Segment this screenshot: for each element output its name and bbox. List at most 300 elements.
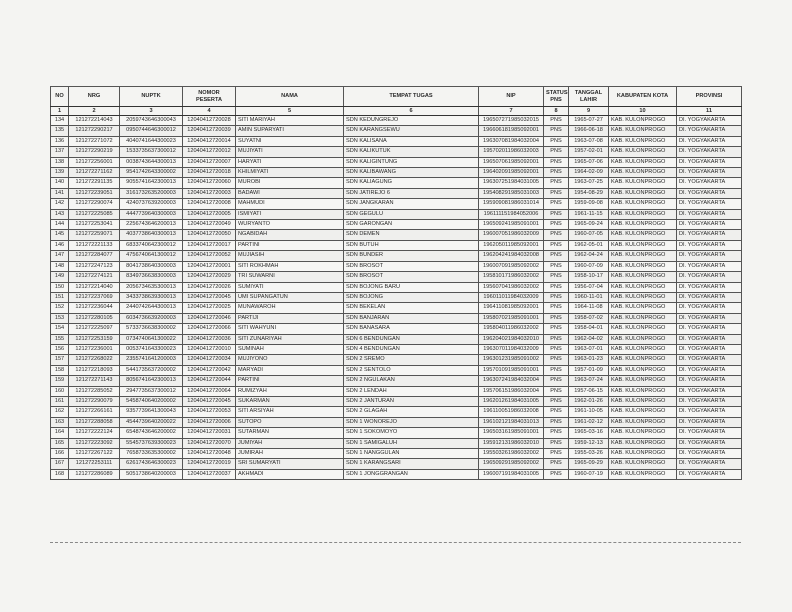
workplace-cell: SDN 1 WONOREJO	[344, 417, 479, 427]
status-cell: PNS	[544, 292, 569, 302]
participant-number-cell: 12040412720039	[183, 126, 236, 136]
province-cell: DI. YOGYAKARTA	[677, 292, 742, 302]
nip-cell: 195912131986032010	[479, 438, 544, 448]
column-number-row	[51, 107, 742, 116]
regency-cell: KAB. KULONPROGO	[609, 220, 677, 230]
status-cell: PNS	[544, 313, 569, 323]
table-row	[51, 168, 742, 178]
nip-cell: 196205011985092001	[479, 240, 544, 250]
birth-date-cell: 1960-07-09	[569, 261, 609, 271]
nrg-cell: 121272271072	[69, 136, 120, 146]
nuptk-cell: 6548743646200002	[120, 428, 183, 438]
column-number: 11	[677, 107, 742, 116]
regency-cell: KAB. KULONPROGO	[609, 303, 677, 313]
column-number: 1	[51, 107, 69, 116]
row-number: 160	[51, 386, 69, 396]
nrg-cell: 121272237069	[69, 292, 120, 302]
workplace-cell: SDN 2 LENDAH	[344, 386, 479, 396]
name-cell: SITI MARIYAH	[236, 116, 344, 126]
name-cell: JUMIRAH	[236, 449, 344, 459]
regency-cell: KAB. KULONPROGO	[609, 126, 677, 136]
row-number: 163	[51, 417, 69, 427]
status-cell: PNS	[544, 344, 569, 354]
nuptk-cell: 7658733635300002	[120, 449, 183, 459]
row-number: 145	[51, 230, 69, 240]
row-number: 134	[51, 116, 69, 126]
table-row	[51, 407, 742, 417]
name-cell: TRI SUWARNI	[236, 272, 344, 282]
nrg-cell: 121272271143	[69, 376, 120, 386]
column-number: 5	[236, 107, 344, 116]
nuptk-cell: 4240737639200003	[120, 199, 183, 209]
birth-date-cell: 1963-07-25	[569, 178, 609, 188]
nrg-cell: 121272267122	[69, 449, 120, 459]
participant-number-cell: 12040412720028	[183, 116, 236, 126]
workplace-cell: SDN 2 SENTOLO	[344, 365, 479, 375]
page-divider	[50, 542, 741, 543]
nip-cell: 196509241985091001	[479, 220, 544, 230]
birth-date-cell: 1965-07-06	[569, 157, 609, 167]
row-number: 158	[51, 365, 69, 375]
nrg-cell: 121272291135	[69, 178, 120, 188]
table-row	[51, 157, 742, 167]
row-number: 146	[51, 240, 69, 250]
birth-date-cell: 1960-11-01	[569, 292, 609, 302]
workplace-cell: SDN DEMEN	[344, 230, 479, 240]
row-number: 149	[51, 272, 69, 282]
column-number: 7	[479, 107, 544, 116]
table-row	[51, 240, 742, 250]
status-cell: PNS	[544, 199, 569, 209]
workplace-cell: SDN 1 SAMIGALUH	[344, 438, 479, 448]
participant-number-cell: 12040412720029	[183, 272, 236, 282]
column-header: NUPTK	[120, 87, 183, 107]
participant-number-cell: 12040412720012	[183, 147, 236, 157]
birth-date-cell: 1957-06-15	[569, 386, 609, 396]
row-number: 138	[51, 157, 69, 167]
nrg-cell: 121272290219	[69, 147, 120, 157]
regency-cell: KAB. KULONPROGO	[609, 313, 677, 323]
nip-cell: 195702011986032003	[479, 147, 544, 157]
participant-number-cell: 12040412720026	[183, 282, 236, 292]
birth-date-cell: 1966-06-18	[569, 126, 609, 136]
status-cell: PNS	[544, 324, 569, 334]
row-number: 152	[51, 303, 69, 313]
nuptk-cell: 2947735637300012	[120, 386, 183, 396]
workplace-cell: SDN BOJONG	[344, 292, 479, 302]
status-cell: PNS	[544, 230, 569, 240]
nuptk-cell: 8056741642300013	[120, 376, 183, 386]
nrg-cell: 121272223092	[69, 438, 120, 448]
nuptk-cell: 4544739640200022	[120, 417, 183, 427]
province-cell: DI. YOGYAKARTA	[677, 230, 742, 240]
status-cell: PNS	[544, 303, 569, 313]
regency-cell: KAB. KULONPROGO	[609, 417, 677, 427]
participant-number-cell: 12040412720014	[183, 136, 236, 146]
regency-cell: KAB. KULONPROGO	[609, 230, 677, 240]
row-number: 154	[51, 324, 69, 334]
nip-cell: 196007051986032009	[479, 230, 544, 240]
table-row	[51, 261, 742, 271]
column-number: 3	[120, 107, 183, 116]
province-cell: DI. YOGYAKARTA	[677, 313, 742, 323]
nrg-cell: 121272266161	[69, 407, 120, 417]
name-cell: RUMIZYAH	[236, 386, 344, 396]
nrg-cell: 121272247123	[69, 261, 120, 271]
workplace-cell: SDN 2 JANTURAN	[344, 396, 479, 406]
province-cell: DI. YOGYAKARTA	[677, 469, 742, 479]
birth-date-cell: 1962-05-01	[569, 240, 609, 250]
province-cell: DI. YOGYAKARTA	[677, 428, 742, 438]
row-number: 167	[51, 459, 69, 469]
province-cell: DI. YOGYAKARTA	[677, 438, 742, 448]
nip-cell: 196204241984032008	[479, 251, 544, 261]
participant-number-cell: 12040412720066	[183, 324, 236, 334]
regency-cell: KAB. KULONPROGO	[609, 324, 677, 334]
nip-cell: 196007091985092002	[479, 261, 544, 271]
row-number: 150	[51, 282, 69, 292]
participant-number-cell: 12040412720007	[183, 157, 236, 167]
name-cell: SUKARMAN	[236, 396, 344, 406]
nip-cell: 196301231985091002	[479, 355, 544, 365]
name-cell: MUJIYATI	[236, 147, 344, 157]
nrg-cell: 121272259071	[69, 230, 120, 240]
table-row	[51, 365, 742, 375]
participant-number-cell: 12040412720034	[183, 355, 236, 365]
name-cell: MARYADI	[236, 365, 344, 375]
regency-cell: KAB. KULONPROGO	[609, 344, 677, 354]
workplace-cell: SDN 2 NGULAKAN	[344, 376, 479, 386]
participant-number-cell: 12040412720017	[183, 240, 236, 250]
table-row	[51, 220, 742, 230]
birth-date-cell: 1959-09-08	[569, 199, 609, 209]
province-cell: DI. YOGYAKARTA	[677, 147, 742, 157]
name-cell: HARYATI	[236, 157, 344, 167]
nrg-cell: 121272286089	[69, 469, 120, 479]
row-number: 148	[51, 261, 69, 271]
participant-number-cell: 12040412720045	[183, 292, 236, 302]
province-cell: DI. YOGYAKARTA	[677, 282, 742, 292]
participant-number-cell: 12040412720003	[183, 188, 236, 198]
name-cell: AMIN SUPARYATI	[236, 126, 344, 136]
status-cell: PNS	[544, 438, 569, 448]
table-row	[51, 188, 742, 198]
workplace-cell: SDN BUNDER	[344, 251, 479, 261]
nuptk-cell: 4037738640300013	[120, 230, 183, 240]
row-number: 165	[51, 438, 69, 448]
nuptk-cell: 3433738639300013	[120, 292, 183, 302]
nip-cell: 195706151986032004	[479, 386, 544, 396]
table-row	[51, 303, 742, 313]
birth-date-cell: 1963-07-08	[569, 136, 609, 146]
row-number: 164	[51, 428, 69, 438]
regency-cell: KAB. KULONPROGO	[609, 147, 677, 157]
participant-number-cell: 12040412720044	[183, 376, 236, 386]
nip-cell: 196503161985091001	[479, 428, 544, 438]
status-cell: PNS	[544, 396, 569, 406]
regency-cell: KAB. KULONPROGO	[609, 396, 677, 406]
nuptk-cell: 2355741641200003	[120, 355, 183, 365]
nip-cell: 195408291985031003	[479, 188, 544, 198]
name-cell: NGABIDAH	[236, 230, 344, 240]
regency-cell: KAB. KULONPROGO	[609, 136, 677, 146]
regency-cell: KAB. KULONPROGO	[609, 438, 677, 448]
column-header: STATUS PNS	[544, 87, 569, 107]
status-cell: PNS	[544, 459, 569, 469]
row-number: 147	[51, 251, 69, 261]
name-cell: SITI ZUNARIYAH	[236, 334, 344, 344]
workplace-cell: SDN BANASARA	[344, 324, 479, 334]
nip-cell: 196606181985092001	[479, 126, 544, 136]
nip-cell: 195810171986032002	[479, 272, 544, 282]
province-cell: DI. YOGYAKARTA	[677, 220, 742, 230]
status-cell: PNS	[544, 365, 569, 375]
workplace-cell: SDN BUTUH	[344, 240, 479, 250]
table-row	[51, 272, 742, 282]
birth-date-cell: 1960-07-05	[569, 230, 609, 240]
birth-date-cell: 1963-07-24	[569, 376, 609, 386]
table-row	[51, 292, 742, 302]
regency-cell: KAB. KULONPROGO	[609, 292, 677, 302]
participant-number-cell: 12040412720010	[183, 344, 236, 354]
birth-date-cell: 1964-11-08	[569, 303, 609, 313]
table-row	[51, 251, 742, 261]
column-number: 6	[344, 107, 479, 116]
regency-cell: KAB. KULONPROGO	[609, 365, 677, 375]
column-header: TEMPAT TUGAS	[344, 87, 479, 107]
nuptk-cell: 8349736638300003	[120, 272, 183, 282]
status-cell: PNS	[544, 147, 569, 157]
province-cell: DI. YOGYAKARTA	[677, 344, 742, 354]
nip-cell: 196507061985092001	[479, 157, 544, 167]
regency-cell: KAB. KULONPROGO	[609, 240, 677, 250]
column-number: 4	[183, 107, 236, 116]
name-cell: AKHMADI	[236, 469, 344, 479]
table-row	[51, 355, 742, 365]
birth-date-cell: 1963-01-23	[569, 355, 609, 365]
nrg-cell: 121272221133	[69, 240, 120, 250]
row-number: 143	[51, 209, 69, 219]
nuptk-cell: 4040741644300023	[120, 136, 183, 146]
workplace-cell: SDN KALIKUTUK	[344, 147, 479, 157]
regency-cell: KAB. KULONPROGO	[609, 199, 677, 209]
nuptk-cell: 5545737639300023	[120, 438, 183, 448]
participant-number-cell: 12040412720025	[183, 303, 236, 313]
table-row	[51, 459, 742, 469]
nrg-cell: 121272288058	[69, 417, 120, 427]
regency-cell: KAB. KULONPROGO	[609, 261, 677, 271]
province-cell: DI. YOGYAKARTA	[677, 303, 742, 313]
table-row	[51, 386, 742, 396]
nuptk-cell: 9357739641300043	[120, 407, 183, 417]
name-cell: MUJIYONO	[236, 355, 344, 365]
name-cell: MUJIASIH	[236, 251, 344, 261]
name-cell: BADAWI	[236, 188, 344, 198]
province-cell: DI. YOGYAKARTA	[677, 272, 742, 282]
name-cell: JUMIYAH	[236, 438, 344, 448]
nrg-cell: 121272253111	[69, 459, 120, 469]
name-cell: WURYANTO	[236, 220, 344, 230]
nuptk-cell: 6833740642300012	[120, 240, 183, 250]
participant-number-cell: 12040412720050	[183, 230, 236, 240]
status-cell: PNS	[544, 407, 569, 417]
province-cell: DI. YOGYAKARTA	[677, 188, 742, 198]
table-row	[51, 126, 742, 136]
table-row	[51, 334, 742, 344]
name-cell: SITI ROKHMAH	[236, 261, 344, 271]
birth-date-cell: 1961-10-05	[569, 407, 609, 417]
name-cell: SRI SUMARYATI	[236, 459, 344, 469]
workplace-cell: SDN 4 BENDUNGAN	[344, 344, 479, 354]
province-cell: DI. YOGYAKARTA	[677, 209, 742, 219]
status-cell: PNS	[544, 272, 569, 282]
row-number: 157	[51, 355, 69, 365]
nip-cell: 196307081984032004	[479, 136, 544, 146]
status-cell: PNS	[544, 240, 569, 250]
nrg-cell: 121272236044	[69, 303, 120, 313]
workplace-cell: SDN KARANGSEWU	[344, 126, 479, 136]
nrg-cell: 121272268022	[69, 355, 120, 365]
participant-number-cell: 12040412720060	[183, 178, 236, 188]
row-number: 161	[51, 396, 69, 406]
table-row	[51, 449, 742, 459]
birth-date-cell: 1964-02-09	[569, 168, 609, 178]
nuptk-cell: 4756740641300012	[120, 251, 183, 261]
column-number: 10	[609, 107, 677, 116]
nrg-cell: 121272290074	[69, 199, 120, 209]
birth-date-cell: 1962-01-26	[569, 396, 609, 406]
table-row	[51, 178, 742, 188]
header-row	[51, 87, 742, 107]
nip-cell: 196307241984032004	[479, 376, 544, 386]
participant-number-cell: 12040412720019	[183, 459, 236, 469]
nrg-cell: 121272225097	[69, 324, 120, 334]
nuptk-cell: 2256743646200013	[120, 220, 183, 230]
row-number: 139	[51, 168, 69, 178]
nip-cell: 196411081985092001	[479, 303, 544, 313]
participant-number-cell: 12040412720064	[183, 386, 236, 396]
status-cell: PNS	[544, 282, 569, 292]
column-header: NIP	[479, 87, 544, 107]
teacher-roster-table	[50, 86, 742, 480]
status-cell: PNS	[544, 136, 569, 146]
participant-number-cell: 12040412720031	[183, 428, 236, 438]
regency-cell: KAB. KULONPROGO	[609, 157, 677, 167]
nrg-cell: 121272253159	[69, 334, 120, 344]
regency-cell: KAB. KULONPROGO	[609, 386, 677, 396]
province-cell: DI. YOGYAKARTA	[677, 168, 742, 178]
workplace-cell: SDN JATIREJO 6	[344, 188, 479, 198]
table-row	[51, 376, 742, 386]
nuptk-cell: 0038743644300013	[120, 157, 183, 167]
nrg-cell: 121272290217	[69, 126, 120, 136]
birth-date-cell: 1957-01-09	[569, 365, 609, 375]
nip-cell: 195909081986031014	[479, 199, 544, 209]
nip-cell: 196102121984031013	[479, 417, 544, 427]
regency-cell: KAB. KULONPROGO	[609, 428, 677, 438]
regency-cell: KAB. KULONPROGO	[609, 272, 677, 282]
participant-number-cell: 12040412720052	[183, 251, 236, 261]
birth-date-cell: 1965-03-16	[569, 428, 609, 438]
workplace-cell: SDN KALISANA	[344, 136, 479, 146]
nrg-cell: 121272290079	[69, 396, 120, 406]
name-cell: SUMINAH	[236, 344, 344, 354]
table-body	[51, 116, 742, 480]
participant-number-cell: 12040412720070	[183, 438, 236, 448]
nuptk-cell: 9541742643300002	[120, 168, 183, 178]
nip-cell: 196509291985092002	[479, 459, 544, 469]
status-cell: PNS	[544, 178, 569, 188]
birth-date-cell: 1959-12-13	[569, 438, 609, 448]
row-number: 159	[51, 376, 69, 386]
province-cell: DI. YOGYAKARTA	[677, 240, 742, 250]
column-header: NO	[51, 87, 69, 107]
birth-date-cell: 1955-03-26	[569, 449, 609, 459]
table-row	[51, 116, 742, 126]
province-cell: DI. YOGYAKARTA	[677, 386, 742, 396]
participant-number-cell: 12040412720046	[183, 313, 236, 323]
nrg-cell: 121272239051	[69, 188, 120, 198]
nip-cell: 195701091985091001	[479, 365, 544, 375]
participant-number-cell: 12040412720036	[183, 334, 236, 344]
name-cell: PARTINI	[236, 240, 344, 250]
birth-date-cell: 1958-10-17	[569, 272, 609, 282]
birth-date-cell: 1960-07-19	[569, 469, 609, 479]
name-cell: MAHMUDI	[236, 199, 344, 209]
column-number: 2	[69, 107, 120, 116]
status-cell: PNS	[544, 376, 569, 386]
nuptk-cell: 5051738640200003	[120, 469, 183, 479]
workplace-cell: SDN BROSOT	[344, 272, 479, 282]
status-cell: PNS	[544, 168, 569, 178]
status-cell: PNS	[544, 220, 569, 230]
status-cell: PNS	[544, 126, 569, 136]
workplace-cell: SDN 1 NANGGULAN	[344, 449, 479, 459]
nip-cell: 196307251984031005	[479, 178, 544, 188]
column-header: NOMOR PESERTA	[183, 87, 236, 107]
regency-cell: KAB. KULONPROGO	[609, 449, 677, 459]
participant-number-cell: 12040412720045	[183, 396, 236, 406]
birth-date-cell: 1965-09-24	[569, 220, 609, 230]
nuptk-cell: 2056734635300013	[120, 282, 183, 292]
workplace-cell: SDN KEDUNGREJO	[344, 116, 479, 126]
participant-number-cell: 12040412720037	[183, 469, 236, 479]
status-cell: PNS	[544, 251, 569, 261]
status-cell: PNS	[544, 188, 569, 198]
nrg-cell: 121272253041	[69, 220, 120, 230]
workplace-cell: SDN JANGKARAN	[344, 199, 479, 209]
table-row	[51, 230, 742, 240]
nip-cell: 196402091985092001	[479, 168, 544, 178]
regency-cell: KAB. KULONPROGO	[609, 282, 677, 292]
province-cell: DI. YOGYAKARTA	[677, 116, 742, 126]
row-number: 156	[51, 344, 69, 354]
nrg-cell: 121272280105	[69, 313, 120, 323]
province-cell: DI. YOGYAKARTA	[677, 334, 742, 344]
regency-cell: KAB. KULONPROGO	[609, 459, 677, 469]
column-header: NRG	[69, 87, 120, 107]
nip-cell: 196204021984032010	[479, 334, 544, 344]
birth-date-cell: 1958-04-01	[569, 324, 609, 334]
province-cell: DI. YOGYAKARTA	[677, 459, 742, 469]
regency-cell: KAB. KULONPROGO	[609, 188, 677, 198]
province-cell: DI. YOGYAKARTA	[677, 261, 742, 271]
workplace-cell: SDN 1 SOKOMOYO	[344, 428, 479, 438]
participant-number-cell: 12040412720049	[183, 220, 236, 230]
status-cell: PNS	[544, 261, 569, 271]
nrg-cell: 121272214040	[69, 282, 120, 292]
nuptk-cell: 0950744646300012	[120, 126, 183, 136]
